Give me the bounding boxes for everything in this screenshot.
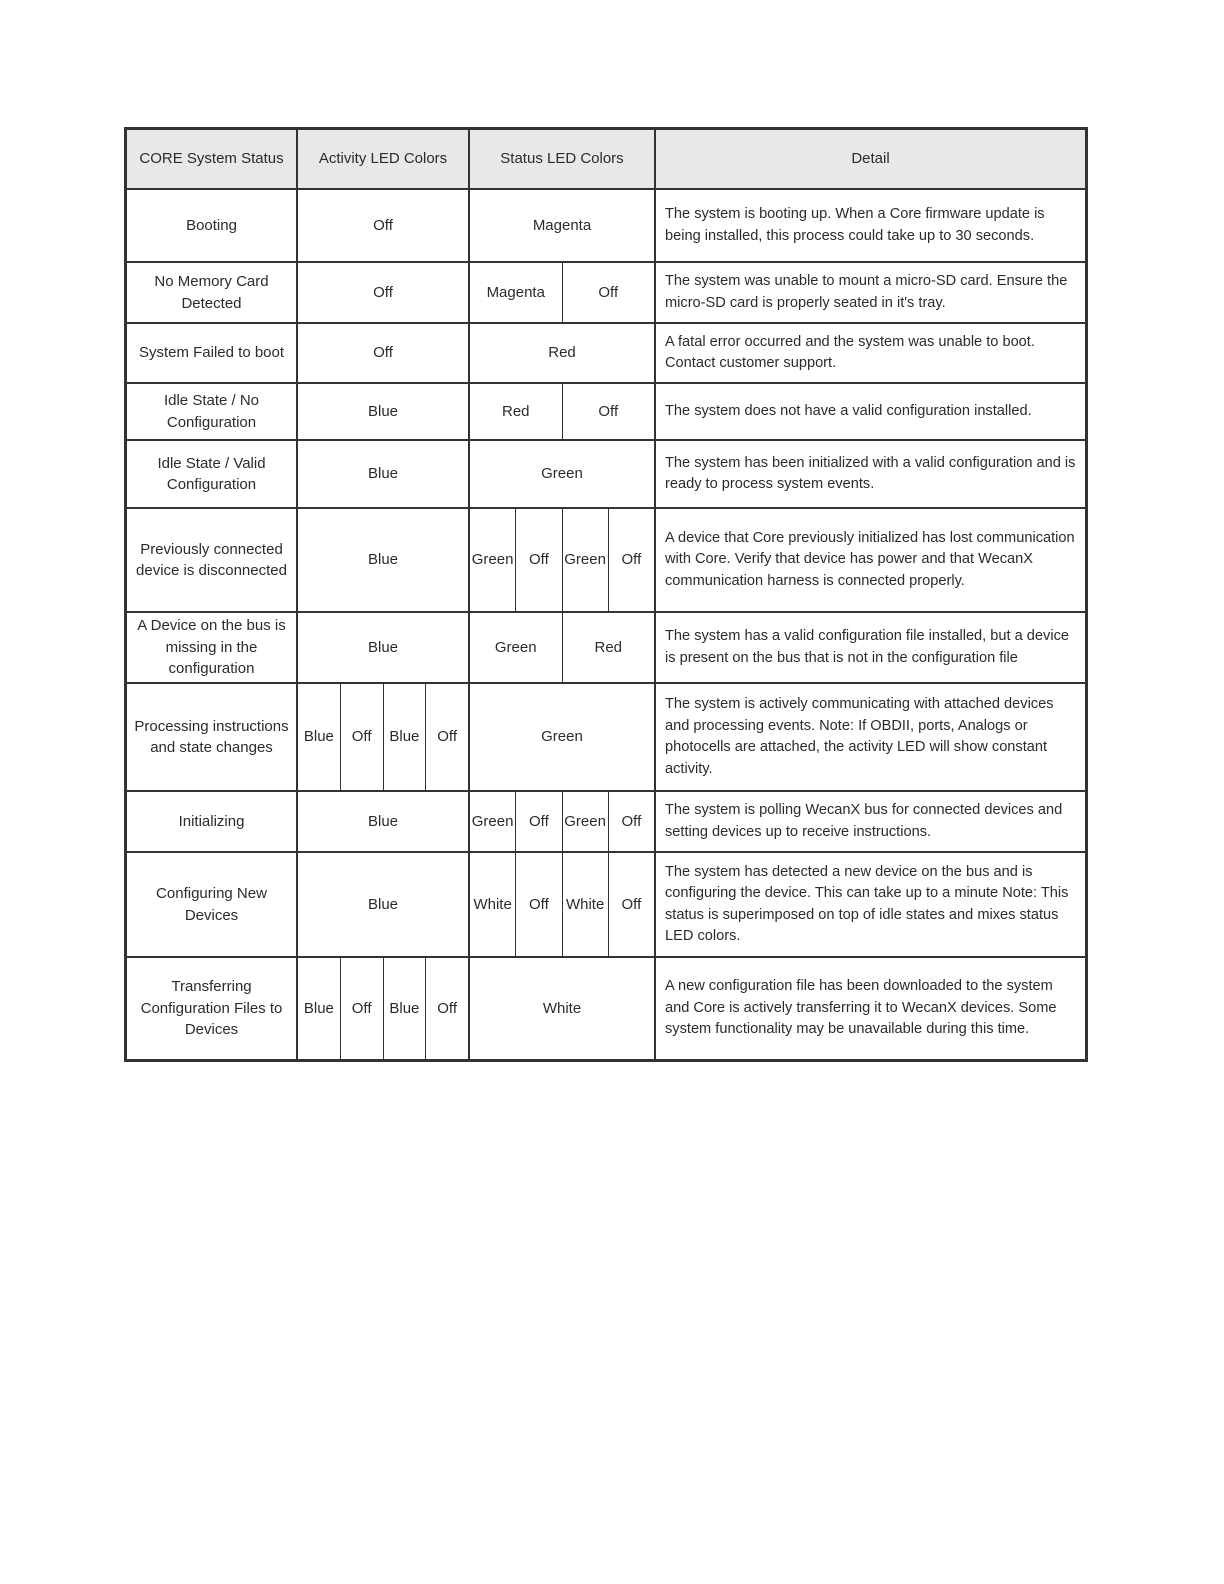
activity-led-color-segment: Blue	[303, 999, 334, 1017]
status-name-cell: Configuring New Devices	[127, 853, 298, 958]
led-led-cell: Green	[470, 441, 656, 509]
status-name-cell: Previously connected device is disconnected	[127, 509, 298, 613]
led-led-cell	[470, 792, 656, 853]
led-led-color-segment: Green	[494, 638, 537, 656]
led-led-cell	[470, 853, 656, 958]
status-name-cell: Booting	[127, 190, 298, 263]
header-core-system-status: CORE System Status	[127, 130, 298, 190]
detail-cell: The system does not have a valid configuration installed.	[656, 384, 1085, 441]
detail-cell: The system is actively communicating with attached devices and processing events. Note: If OBDII, ports, Analogs or photocells are attached, the activity LED will show constant activity.	[656, 684, 1085, 792]
status-name-cell: Idle State / No Configuration	[127, 384, 298, 441]
led-led-cell: Magenta	[470, 190, 656, 263]
led-led-color-segment: Off	[608, 509, 654, 611]
led-led-color-segment: Red	[562, 613, 655, 682]
led-led-cell: Red	[470, 324, 656, 384]
status-name-cell: System Failed to boot	[127, 324, 298, 384]
detail-cell: The system has been initialized with a valid configuration and is ready to process system events.	[656, 441, 1085, 509]
activity-led-cell: Blue	[298, 792, 470, 853]
activity-led-color-segment: Blue	[383, 684, 426, 790]
activity-led-color-segment: Off	[425, 684, 468, 790]
status-name-cell: Processing instructions and state changes	[127, 684, 298, 792]
status-name-cell: A Device on the bus is missing in the configuration	[127, 613, 298, 684]
activity-led-cell	[298, 958, 470, 1059]
activity-led-cell: Off	[298, 190, 470, 263]
activity-led-cell: Off	[298, 324, 470, 384]
activity-led-color-segment: Off	[340, 958, 383, 1059]
led-status-table	[124, 127, 1088, 1062]
led-led-color-segment: White	[473, 895, 512, 913]
detail-cell: The system is polling WecanX bus for connected devices and setting devices up to receive instructions.	[656, 792, 1085, 853]
led-led-color-segment: Red	[501, 402, 530, 420]
led-led-color-segment: Off	[608, 792, 654, 851]
activity-led-cell: Blue	[298, 613, 470, 684]
activity-led-cell: Blue	[298, 384, 470, 441]
detail-cell: The system has detected a new device on the bus and is configuring the device. This can take up to a minute Note: This status is superimposed on top of idle states and mixes status LED colors.	[656, 853, 1085, 958]
activity-led-color-segment: Off	[340, 684, 383, 790]
activity-led-cell	[298, 684, 470, 792]
detail-cell: A new configuration file has been downloaded to the system and Core is actively transferring it to WecanX devices. Some system functionality may be unavailable during this time.	[665, 978, 1057, 1038]
activity-led-color-segment: Off	[425, 958, 468, 1059]
activity-led-color-segment: Blue	[383, 958, 426, 1059]
status-name-cell: Initializing	[127, 792, 298, 853]
detail-cell: The system was unable to mount a micro-SD card. Ensure the micro-SD card is properly seated in it's tray.	[656, 263, 1085, 324]
led-led-cell	[470, 263, 656, 324]
led-led-color-segment: Off	[515, 853, 561, 956]
led-led-cell	[470, 509, 656, 613]
led-led-color-segment: Off	[562, 384, 655, 439]
led-led-color-segment: Green	[562, 792, 608, 851]
status-name-cell: No Memory Card Detected	[127, 263, 298, 324]
activity-led-cell: Blue	[298, 853, 470, 958]
led-led-color-segment: Off	[608, 853, 654, 956]
led-led-cell: White	[470, 958, 656, 1059]
status-name-cell: Idle State / Valid Configuration	[127, 441, 298, 509]
activity-led-cell: Blue	[298, 509, 470, 613]
detail-cell: The system is booting up. When a Core firmware update is being installed, this process could take up to 30 seconds.	[656, 190, 1085, 263]
led-led-color-segment: Green	[562, 509, 608, 611]
activity-led-cell: Off	[298, 263, 470, 324]
led-led-color-segment: Magenta	[486, 283, 545, 301]
detail-cell: The system has a valid configuration file installed, but a device is present on the bus that is not in the configuration file	[656, 613, 1085, 684]
activity-led-cell: Blue	[298, 441, 470, 509]
header-activity-led-colors: Activity LED Colors	[298, 130, 470, 190]
led-led-color-segment: Off	[515, 509, 561, 611]
led-led-color-segment: Green	[471, 812, 514, 830]
led-led-color-segment: White	[562, 853, 608, 956]
led-led-color-segment: Off	[515, 792, 561, 851]
led-led-cell: Green	[470, 684, 656, 792]
led-led-color-segment: Off	[562, 263, 655, 322]
status-name-cell: Transferring Configuration Files to Devices	[127, 958, 298, 1059]
detail-cell: A fatal error occurred and the system was unable to boot. Contact customer support.	[656, 324, 1085, 384]
header-status-led-colors: Status LED Colors	[470, 130, 656, 190]
header-detail: Detail	[656, 130, 1085, 190]
detail-cell: A device that Core previously initialized has lost communication with Core. Verify that device has power and that WecanX communication harness is connected properly.	[656, 509, 1085, 613]
led-led-color-segment: Green	[471, 551, 514, 569]
led-led-cell	[470, 384, 656, 441]
activity-led-color-segment: Blue	[303, 728, 334, 746]
led-led-cell	[470, 613, 656, 684]
